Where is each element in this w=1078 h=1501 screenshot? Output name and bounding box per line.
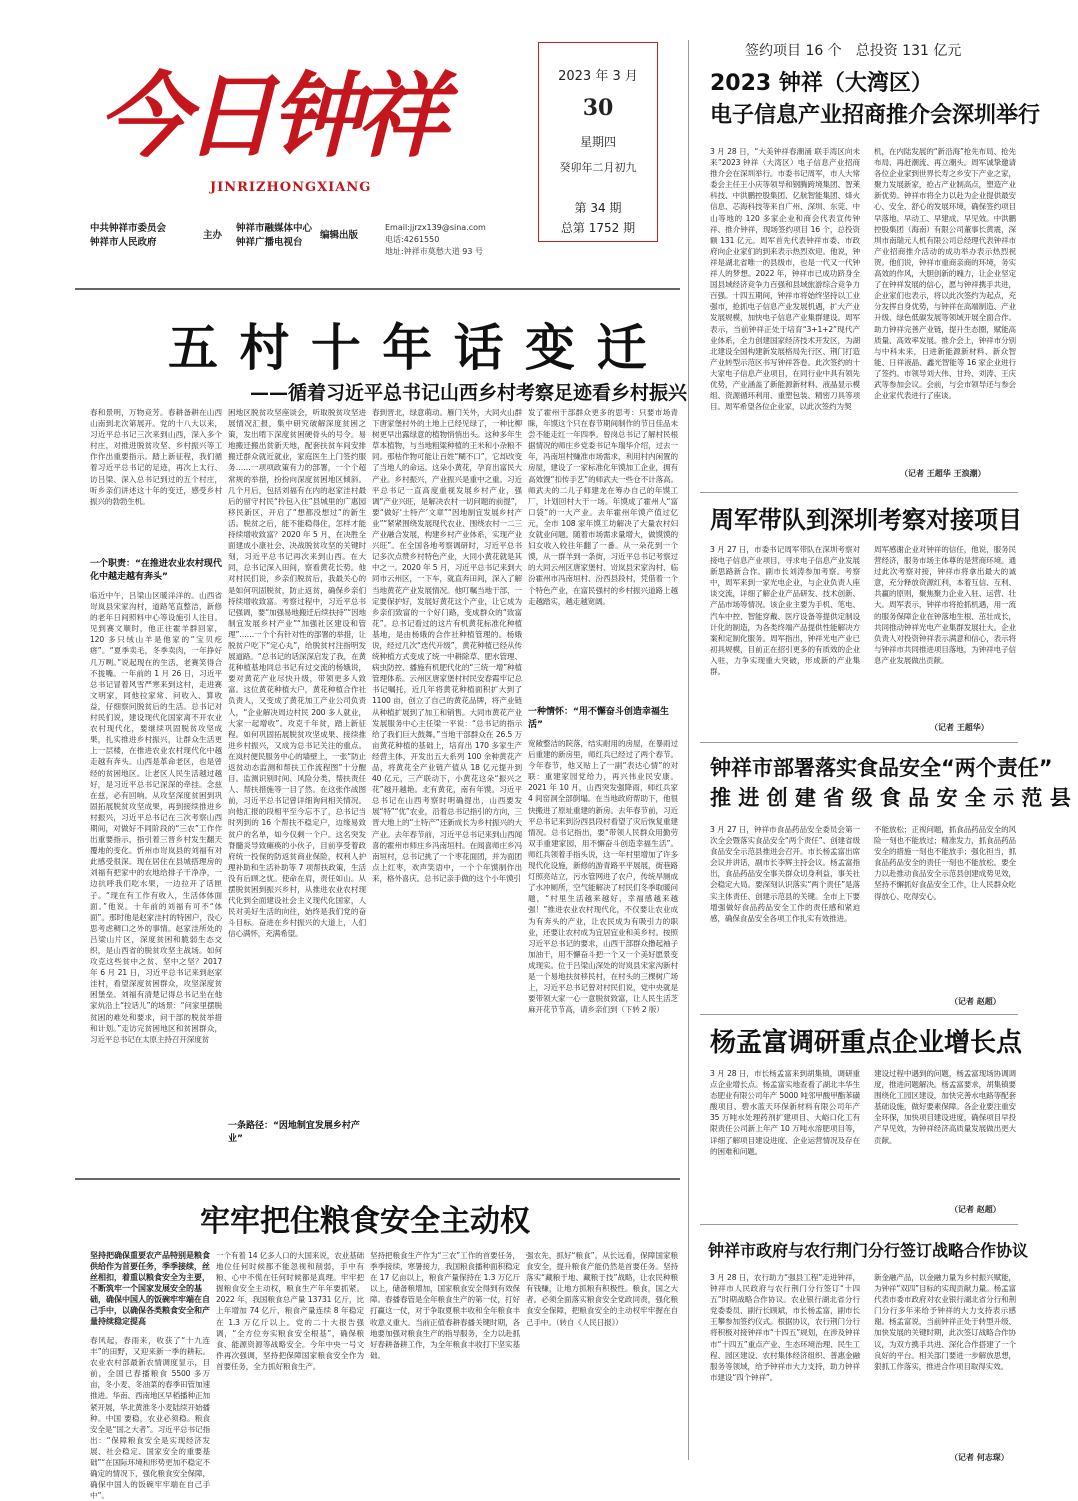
- article2-title: 周军带队到深圳考察对接项目: [710, 506, 1022, 534]
- article3-top-rule: [700, 742, 1018, 743]
- article1-col2: 机，在内陆发展的“新沿海”抢先布局、抢先布局、再赶潮流、再立潮头。周军诚挚邀请各位企业家到世界长寿之乡安下产业之家，聚力发展新家，抢占产业制高点，塑造产业新优势。钟祥市将全力以赴为企业提供最安心、安全、舒心的发展环境，确保签约项目早落地、早动工、早建成、早见效。中洪鹏控股集团（海南）有限公司董事长黄震，深圳市南瑞元人机有限公司总经理代表钟祥市产业招商推介活动的成功举办表示热烈祝贺。他们说，钟祥市重商亲商的环境，务实高效的作风，大胆创新的魄力，让企业坚定了在钟祥发展的信心，愿与钟祥携手共进，企业家们也表示，将以此次签约为起点，充分发挥自身优势，与钟祥在高端制造、产业升级、绿色低碳发展等领域开展全面合作。助力钟祥完善产业链，提升生态圈，赋能高质量、高效率发展。推介会上，钟祥市分别与中科未来，日进新能源新材料、新众智能、日祥液晶、鑫光智能等 16 家企业进行了签约。市领导刘大伟、甘玲、刘涛、王庆武等参加会议。会前，与会市领导还与参会企业家代表进行了座谈。: [874, 147, 1016, 401]
- issue-number: 第 34 期: [574, 201, 622, 215]
- article4-byline: （记者 赵超）: [950, 1205, 1001, 1214]
- lead-col1-intro: 春和景明，万物竞芳。春耕备耕在山西山南到北次第展开。党的十八大以来，习近平总书记三次来到山西，深入多个村庄，对推进脱贫攻坚、乡村振兴等工作作出重要指示。踏上新征程，我们循着习近平总书记的足迹，再次上太行、访吕梁、深入总书记到过的五个村庄，听乡亲们讲述这十年的变迁，感受乡村振兴的勃勃生机。: [90, 408, 222, 506]
- article5-col1: 3 月 28 日，农行助力“强县工程”走进钟祥，钟祥市人民政府与农行荆门分行签订“十四五”时期战略合作协议。农业银行湖北省分行党委委员、副行长顾斌，市长杨孟富，副市长王攀参加签约仪式。根据协议，农行荆门分行将积极对接钟祥市“十四五”规划，在涉及钟祥市“十四五”重点产业、生态环境治理、民生工程、园区建设、农村集体经济组织、普惠金融服务等领域，给予钟祥市大力支持，助力钟祥市建设“四个钟祥”。: [710, 1273, 860, 1382]
- grain-lede: 坚持把确保重要农产品特别是粮食供给作为首要任务，季季接续，丝丝相扣，着重以粮食安全为主要，不断筑牢一个国家发展安全的基础，确保中国人的饭碗牢牢端在自己手中，以确保各类粮食安全和产量持续稳定提高: [90, 1251, 210, 1326]
- logo-calligraphy-icon: [90, 52, 470, 172]
- article2-col1: 3 月 27 日，市委书记周军带队在深圳考察对接电子信息产业项目，寻求电子信息产业发展新思路新合作。副市长刘涛参加考察。考察中，周军来到一家光电企业，与企业负责人座谈交流，详细了解企业产品研发、技术创新、产品市场等情况。该企业主要为手机、笔电、汽车中控、智能穿戴、医疗设备等提供定制设计化的制造，为各类终端产品提供性能解决方案和定制化服务。周军指出，钟祥光电产业已初具规模，目前正在招引更多的有质效的企业入驻，力争实现重大突破，形成新的产业集群。: [710, 545, 860, 677]
- contact-address: 地址:钟祥市莫愁大道 93 号: [385, 247, 483, 256]
- lead-col4-continued: 宽敞整洁的院落，结实耐用的房屋，在暴雨过后重建的新房里，师红兵已经过了两个春节。今年春节，他又贴上了一副“表达心情”的对联：重建家园党给力，再兴伟业民安康。2021 年 10 月，山西突发强降雨，师红兵家 4 间窑洞全部倒塌。在当地政府帮助下，他很快搬进了原址重建的新房。去年春节前，习近平总书记来到汾西县段村看望了灾后恢复重建情况。总书记指出，要“带领人民群众用勤劳双手重建家园，用不懈奋斗创造幸福生活”。师红兵领着手指头说，这一年村里增加了许多现代化设施，新修的游青路平平展展，街巷路灯照亮站立，污水管网进了农户，传统旱厕成了水冲厕所，空气能解决了村民们冬季取暖问题，“村里生活越来越好，幸福感越来越强！”推进农业农村现代化，不仅要让农业成为有奔头的产业，让农民成为有吸引力的职业，还要让农村成为宜居宜业和美乡村。按照习近平总书记的要求，山西干部群众撸起袖子加油干，用不懈奋斗把一个又一个美好愿景变成现实。位于吕梁山深处的岢岚县宋家沟新村是一个易地扶贫移民村，在村头的三棵树广场上，习近平总书记曾对村民们说，党中央就是要带领大家一心一意脱贫致富，让人民生活芝麻开花节节高，请乡亲们到（下转 2 版）: [528, 739, 678, 1015]
- lead-headline: 五 村 十 年 话 变 迁: [168, 319, 649, 377]
- article5-col2: 新金融产品，以金融力量为乡村振兴赋能，为钟祥“双四”目标的实现贡献力量。杨孟富代表市委市政府对农业银行湖北省分行和荆门分行多年来给予钟祥的大力支持表示感谢。杨孟富说，当前钟祥正处于转型升级、加快发展的关键时期，此次签订战略合作协议，为双方携手共进、深化合作搭建了一个良好的平台。相关部门要进一步解放思想，狠抓工作落实，推进合作项目取得实效。: [874, 1273, 1016, 1371]
- contact-phone: 电话:4261550: [385, 235, 440, 244]
- article3-col2: 不能放松；正视问题，抓食品药品安全的风险一刻也不能放过；精准发力，抓食品药品安全的措施一刻也不能放手；强化担当，抓食品药品安全的责任一刻也不能放松。要全力以赴推动食品安全示范县创建成势见效，坚持不懈抓好食品安全工作，让人民群众吃得放心、吃得安心。: [874, 825, 1016, 901]
- article1-col1: 3 月 28 日，“大美钟祥春潮涌 联手湾区向未来”2023 钟祥（大湾区）电子信息产业招商推介会在深圳举行。市委书记周军，市人大常委会主任王小庆等领导和钢腾跨境集团、智莱科技、中洪鹏控股集团、亿航智能集团、烽火信息、芯海科技等来自广州、深圳、东莞、中山等地的 120 多家企业和商会代表宣传钟祥、推介钟祥，现场签约项目 16 个，总投资额 131 亿元。周军首先代表钟祥市委、市政府向企业家们的到来表示热烈欢迎。他说，钟祥是湖北省唯一的县级市，也是一代又一代钟祥人的梦想。2022 年，钟祥市已成功跻身全国县域经济竞争力百强和县域旅游综合竞争力百强。十四五期间，钟祥市将始终坚持以工业强市，抢抓电子信息产业发展机遇，扩大产业发展规模，加快电子信息产业集群建设。周军表示，当前钟祥正处于培育“3+1+2”现代产业体系，全力创建国家经济技术开发区，为湖北建设全国构建新发展格局先行区、荆门打造产业转型示范区书写钟祥答卷。此次签约的十大家电子信息产业项目，在同行业中具有领先优势，产业涵盖了新能源新材料、液晶显示模组、资源循环利用、重塑包装、精密刀具等项目。周军希望各位企业家，以此次签约为契: [710, 147, 860, 412]
- grain-headline: 牢牢把住粮食安全主动权: [200, 1204, 530, 1239]
- tv-station: 钟祥广播电视台: [236, 237, 303, 248]
- article1-byline: （记者 王超华 王浪潮）: [900, 469, 986, 478]
- grain-top-rule: [75, 1178, 680, 1180]
- date-box: [538, 42, 658, 242]
- date-lunar: 癸卯年二月初九: [559, 161, 637, 174]
- article3-col1: 3 月 27 日，钟祥市食品药品安全委员会第一次全会暨落实食品安全“两个责任”、创建省级食品安全示范县推进会召开。市长杨孟富出席会议并讲话，副市长李辉主持会议。杨孟富指出，食品药品安全事关群众切身利益，事关社会稳定大局。要深刻认识落实“两个责任”是落实主体责任、创建示范县的关键。全市上下要增强做好食品药品安全工作的责任感和紧迫感，确保食品安全各项工作扎实有效推进。: [710, 825, 860, 923]
- right-column-divider: [688, 40, 689, 1460]
- lead-col3-body: 春到晋北，绿意萌动。雁门关外，大同火山群下唐家堡村外的土地上已经见绿了，一种比柳树更早出露绿意的植物悄悄出头。这种多年生草本植物，与当地粗粱种植的王米和小杂粮不同。那枯作物可能让百姓“糊不口”，它却改变了当地人的命运。这朵小黄花，孕育出富民大产业。乡村振兴，产业振兴是重中之重。习近平总书记一直高度重视发展乡村产业，强调“产业兴旺，是解决农村一切问题的前提”，要“做好‘土特产’文章”“因地制宜发展乡村产业”“紧紧围绕发展现代农业、围绕农村一二三产业融合发展，构建乡村产业体系，实现产业兴旺”。在全国各地考察调研时，习近平总书记多次点赞乡村特色产业，大同小黄花就是其中之一。2020 年 5 月，习近平总书记来到大同市云州区，一下车，就直奔田间，深入了解当地黄花产业发展情况。他叮嘱当地干部，一定要保护好，发展好黄花这个产业，让它成为乡亲们致富的一个好门路，变成群众的“致富花”。总书记看过的这片有机黄花标准化种植基地，是由杨娥的合作社种植管理的。杨娥说，经过几次“迭代升级”，黄花种植已经从传统种植方式变成了统一中耕除草、肥水管理、病虫防控、播施有机肥代化的“三统一增”种植管理体系。云州区唐家堡村村民安春霞牢记总书记嘱托，近几年将黄花种植面积扩大到了 1100 亩，创立了自己的黄花品牌，将产业链从种植扩展到了加工和销售。大同市黄花产业发展服务中心主任梁一平说：“总书记的指示给了我们巨大鼓舞。”当地干部群众在 26.5 万亩黄花种植的基础上，培育出 170 多家生产经营主体，开发出五大系列 100 余种黄花产品，将黄花全产业链产值从 18 亿元提升到 40 亿元，三产联动下，小黄花这朵“振兴之花”越开越艳。北有黄花，南有年馍。习近平总书记在山西考察时明确提出，山西要发展“特”“优”农业，沿着总书记指引的方向，三晋大地上的“土特产”还新成长为乡村振兴的大产业。去年春节前，习近平总书记来到山西闻喜的霍州市师庄乡冯南垣村。在闻喜师庄乡冯南垣村，总书记挑了一个枣花面团，并为面团点上红枣，欢声笑语中，一个个年馍制作出来，格外喜庆。总书记亲手做的这个小年馍引: [372, 408, 522, 883]
- lead-section2-heading: 一条路径：“因地制宜发展乡村产业”: [228, 1121, 360, 1144]
- grain-col1: 春风起，春雨来，收获了“十九连丰”的田野，又迎来新一季的耕耘。农业农村部最新农情调度显示，目前，全国已春播粮食 5500 多万亩，冬小麦、冬油菜的春季田管加速推进。华南、西南地区早稻播种正加紧开展，华北黄淮冬小麦陆续开始播种。中国 要稳，农业必须稳。粮食安全是“国之大者”。习近平总书记指出：“保障粮食安全是实现经济发展、社会稳定、国家安全的重要基础”“在国际环境和形势更加不稳定不确定的情况下，强化粮食安全保障，确保中国人的饭碗牢牢端在自己手中”。: [90, 1336, 210, 1501]
- article2-byline: （记者 王超华）: [930, 723, 989, 732]
- total-issue-number: 总第 1752 期: [560, 221, 636, 235]
- org-party-committee: 中共钟祥市委员会: [90, 223, 167, 234]
- date-year-month: 2023 年 3 月: [558, 69, 638, 84]
- article3-title-line2: 推 进 创 建 省 级 食 品 安 全 示 范 县: [710, 786, 1071, 810]
- right-kicker: 签约项目 16 个 总投资 131 亿元: [745, 43, 962, 59]
- lead-section3-heading: 一种情怀：“用不懈奋斗创造幸福生活”: [528, 707, 669, 730]
- lead-top-rule: [75, 288, 680, 290]
- article4-col1: 3 月 28 日，市长杨孟富来到胡集镇，调研重点企业增长点。杨孟富实地查看了湖北丰华生态肥业有限公司年产 5000 吨邻甲酸甲酯苯磺酸项目、碧水蓝天环保新材料有限公司年产 35 万吨水处理药剂扩建项目、大峪口化工有限责任公司新上年产 10 万吨水溶肥项目等，详细了解项目建设进度、企业运营情况及存在的困难和问题。: [710, 1069, 860, 1156]
- article4-col2: 建设过程中遇到的问题，杨孟富现场协调调度，推进问题解决。杨孟富要求，胡集镇要围绕化工园区建设，加快完善水电路等配套基础设施，做好要素保障。各企业要注重安全环保，加快项目建设进度，确保项目早投产早见效，为钟祥经济高质量发展做出更大贡献。: [874, 1069, 1016, 1145]
- grain-col3: 坚持把粮食生产作为“三农”工作的首要任务，季季接续、寒暑接力，我国粮食播种面积稳定在 17 亿亩以上，粮食产量保持在 1.3 万亿斤以上，储备粮增加，国家粮食安全得到有效保障。春播春管是全年粮食生产的第一仗，打好打赢这一仗，对于争取夏粮丰收和全年粮食丰收意义重大。当前正值春耕春播关键时期，各地要加强对粮食生产的指导服务，全力以赴抓好春耕备耕工作，为全年粮食丰收打下坚实基础。: [370, 1251, 520, 1360]
- lead-subheadline: ——循着习近平总书记山西乡村考察足迹看乡村振兴: [250, 382, 688, 404]
- contact-block: [385, 222, 486, 258]
- article1-title-line1: 2023 钟祥（大湾区）: [710, 71, 933, 96]
- svg-text:今日钟祥: 今日钟祥: [98, 62, 443, 170]
- article4-title: 杨孟富调研重点企业增长点: [710, 1028, 1023, 1058]
- article5-title: 钟祥市政府与农行荆门分行签订战略合作协议: [708, 1241, 1029, 1260]
- article3-title-line1: 钟祥市部署落实食品安全“两个责任”: [710, 756, 1053, 780]
- lead-col2-body: 困地区脱贫攻坚座谈会，听取脱贫攻坚进展情况汇报，集中研究破解深度贫困之策，发出啃下深度贫困硬骨头的号令。易地搬迁搬出贫新天地，配套扶贫车间安排搬迁群众就近就业，家庭医生上门签约服务……一项项政策有力的部署，一个个超常规的举措，扮扮向深度贫困地区倾斜。几个月后，包括刘福有在内的赵家洼村最后的留守村民“拎包入住”县城里的广惠园移民新区，开启了“想都没想过”的新生活。脱贫之后，能不能稳得住，怎样才能持续增收致富？2020 年 5 月，在决胜全面建成小康社会、决战脱贫攻坚的关键时刻，习近平总书记再次来到山西。在大同，总书记深入田间，察看黄花长势。他对村民们说，乡亲们脱贫后，我最关心的是如何巩固脱贫，防止返贫，确保乡亲们持续增收致富。考察过程中，习近平总书记强调，要“加强易地搬迁后续扶持”“因地制宜发展乡村产业”“加强社区建设和管理”……一个个有针对性的部署的举措，让脱贫户吃下“定心丸”，给脱贫村注指明发展道路。“总书记的话深深启发了我，在黄花种植基地同总书记有过交流的杨娥说，要对黄花产业尽快升级，带领更多人致富。这位黄花种植大户，黄花种植合作社负责人，又变成了黄花加工产业公司负责人，“企业解决周边村民 200 多人就业，大家一起增收”。攻克千年贫，踏上新征程。如何巩固拓展脱贫攻坚成果、接续推进乡村振兴，又成为总书记关注的重点。在岚村便民服务中心的墙壁上，一张“防止返贫动态监测和帮扶工作流程图”十分醒目。监测识别时间、风险分类、帮扶责任人、帮扶措施等一目了然。在这张作战图前，习近平总书记曾详细询问相关情况。向他汇报的段相平至今忘不了，总书记当时列到的 16 个帮扶不稳定户，边缘易致贫户的名单，如今仅剩一个户。这名突发脊髓炎导致瘫痪的小伙子，目前享受着政府统一投保的防返贫商业保险，权利人护理补助和生活补助等 7 项帮扶政策，生活没有后顾之忧。使命在肩，责任如山。从摆脱贫困到振兴乡村，从推进农业农村现代化到全面建设社会主义现代化国家，人民对美好生活的向往，始终是我们党的奋斗目标。奋进在乡村振兴的大道上，人们信心满怀，充满希望。: [228, 408, 366, 939]
- grain-col2: 一个有着 14 亿多人口的大国来说，农业基础地位任何时候都不能忽视和削弱，手中有粮、心中不慌在任何时候都是真理。牢牢把握粮食安全主动权，粮食生产年年要抓紧。2022 年，我国粮食总产量 13731 亿斤，比上年增加 74 亿斤，粮食产量连续 8 年稳定在 1.3 万亿斤以上。党的二十大报告强调，“全方位夯实粮食安全根基”，确保粮食、能源资源等战略安全。今年中央一号文件再次强调，坚持把保障国家粮食安全作为首要任务，全力抓好粮食生产。: [216, 1251, 364, 1371]
- article2-col2: 周军感谢企业对钟祥的信任，他说，服务民营经济，服务市场主体尊的是营商环境。通过此次考察对接，钟祥市将拿出最大的诚意，充分释放资源红利，本着互信、互利、共赢的原则，聚焦聚力企业入驻、运营、壮大。周军表示，钟祥市将抢抓机遇，用一流的服务保障企业在钟落地生根、茁壮成长，共同推动钟祥光电产业集群发展壮大。企业负责人对投资钟祥表示满意和信心，表示将与钟祥市共同推进项目落地，为钟祥电子信息产业发展做出贡献。: [874, 545, 1016, 665]
- newspaper-logo: [90, 52, 470, 172]
- article1-title-line2: 电子信息产业招商推介会深圳举行: [710, 103, 1041, 128]
- date-weekday: 星期四: [579, 135, 616, 149]
- media-center: 钟祥市融媒体中心: [236, 223, 313, 234]
- sponsor-label: 主办: [203, 230, 223, 241]
- article2-top-rule: [700, 492, 1018, 493]
- article5-byline: （记者 何志琛）: [950, 1453, 1009, 1462]
- org-government: 钟祥市人民政府: [90, 237, 157, 248]
- lead-col4-body: 发了霍州干部群众更多的思考：只要市场青睐，年馍这个只在春节期间制作的节日佳品未尝不能走红一年四季。曾岗总书记了解村民根据情况的师庄乡党委书记车瑞华介绍，过去一年，冯南垣村赚准市场需求，利用村内闲置的房屋，建设了一家标准化年馍加工企业，拥有高效馒“扣传手艺”的师武夫一些仓不计落高。师武夫的二儿子师建龙在筹办自己的年馍工厂，计划回村大干一场。年馍成了霍州人“富口袋”的一大产业。去年霍州年馍产值过亿元，全市 108 家年馍工坊解决了大量农村妇女就业问题。随着市场需求量增大，做馍馍的妇女收入较往年翻了一番。从一朵花到一个馍，从一群羊到一条街，习近平总书记考察过的大同云州区唐家堡村、岢岚县宋家沟村、临汾霍州市冯南垣村、汾西县段村，凭借着一个个特色产业，在富民强村的乡村振兴道路上越走越踏实，越走越宽阔。: [528, 408, 678, 606]
- publisher-label: 编辑出版: [320, 230, 359, 241]
- masthead-pinyin: JINRIZHONGXIANG: [210, 180, 372, 195]
- lead-section1-heading: 一个职责：“在推进农业农村现代化中越走越有奔头”: [90, 559, 222, 582]
- article4-top-rule: [700, 1014, 1018, 1015]
- grain-col4: 强农先，抓好“粮食”。从长远看，保障国家粮食安全，提升粮食产能仍然是首要任务。坚持落实“藏粮于地、藏粮于技”战略，让农民种粮有钱赚，让地方抓粮有积极性。粮食，国之大者。必须全面落实粮食安全党政同责，强化粮食安全保障，把粮食安全的主动权牢牢握在自己手中。（转自《人民日报》）: [526, 1251, 678, 1327]
- article5-top-rule: [700, 1224, 1018, 1225]
- lead-col1-body: 临近中午，吕梁山区暖洋洋的。山西省岢岚县宋家沟村，道路笔直整洁，新修的老年日间照料中心等设施引人注目。见到赛文顺时，他正往霍羊群回家，120 多只绒山羊是他家的“宝贝疙瘩”。“夏季卖毛，冬季卖肉，一年挣好几万咧。”说起现在的生活，老赛笑得合不拢嘴。一年前的 1 月 26 日，习近平总书记冒着风雪严寒来到这村，走进赛文明家，同他拉家常、问收入、算收益，仔细察问脱贫后的生活。总书记对村民们说，建设现代化国家离不开农业农村现代化，要继续巩固脱贫攻坚成果，扎实推进乡村振兴，让群众生活更上一层楼，在推进农业农村现代化中越走越有奔头。山西是革命老区，也是曾经的贫困地区。让老区人民生活越过越好，是习近平总书记深深的牵挂。念兹在兹，必有回响。从攻坚深度贫困到巩固拓展脱贫攻坚成果，再到接续推进乡村振兴，习近平总书记在三次考察山西期间，对做好不同阶段的“三农”工作作出重要指示，指引着三晋乡村发生翻天覆地的变化。忻州市岢岚县的刘福有对此感受很深。现在居住在县城搭理房的刘福有把家中的农地给排子干净净，一边抗呼我们吃水果，一边拉开了话匣子。“现在有工作有收入，生活体体面面。”他说。十年前的刘福有可不“体面”。那时他是赵家洼村的特困户，没心思考虑稠口之外的事情。赵家洼所处的吕梁山片区，深度贫困和脆弱生态交织，是山西省的脱贫攻坚主战场。如何攻克这些贫中之贫、坚中之坚？2017 年 6 月 21 日，习近平总书记来到赵家洼村，看望深度贫困群众，攻坚深度贫困堡垒。刘福有清楚记得总书记坐在他家炕沿上“拉话儿”的场景：“问家里摆脱贫困的难处和要求，问干部的脱贫举措和计划。”走访完贫困地区和贫困群众，习近平总书记在太原主持召开深度贫: [90, 591, 222, 1044]
- date-day: 30: [582, 95, 614, 121]
- article3-byline: （记者 赵超）: [950, 997, 1001, 1006]
- contact-email: Email:jjrzx139@sina.com: [385, 223, 486, 232]
